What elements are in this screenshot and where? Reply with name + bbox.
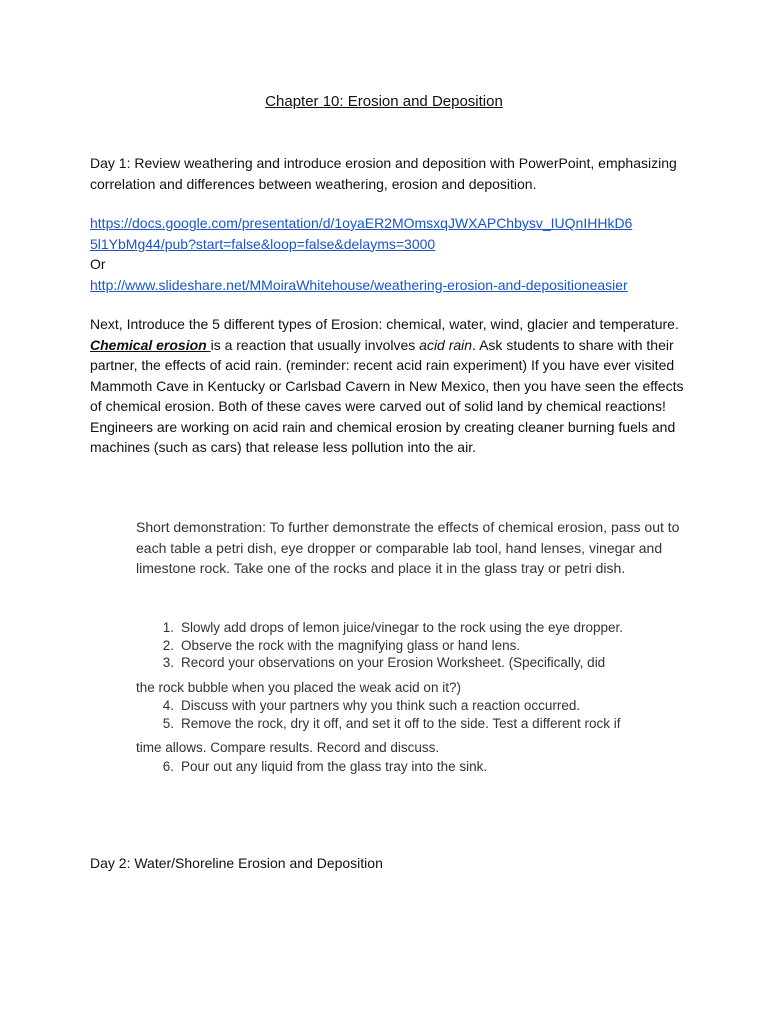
- day1-intro: Day 1: Review weathering and introduce erosion and deposition with PowerPoint, emphasizing correlation and differences between weathering, erosion and deposition.: [90, 155, 677, 192]
- step-continuation: the rock bubble when you placed the weak acid on it?): [136, 680, 461, 695]
- step-text: Remove the rock, dry it off, and set it off to the side. Test a different rock if: [181, 716, 621, 731]
- next-text: Next, Introduce the 5 different types of Erosion: chemical, water, wind, glacier and temperature.: [90, 316, 679, 332]
- or-text: Or: [90, 256, 106, 272]
- presentation-link-line1[interactable]: https://docs.google.com/presentation/d/1oyaER2MOmsxqJWXAPChbysv_IUQnIHHkD6: [90, 215, 633, 231]
- step-text: Discuss with your partners why you think such a reaction occurred.: [181, 698, 581, 713]
- step-number: 5.: [162, 716, 174, 731]
- step-number: 6.: [162, 759, 174, 774]
- step-number: 4.: [162, 698, 174, 713]
- step-number: 1.: [162, 620, 174, 635]
- chemical-erosion-term: Chemical erosion: [90, 336, 211, 353]
- chemical-erosion-text-a: is a reaction that usually involves: [210, 336, 420, 353]
- page-title: Chapter 10: Erosion and Deposition: [265, 93, 503, 110]
- step-text: Observe the rock with the magnifying glass or hand lens.: [181, 638, 521, 653]
- step-text: Record your observations on your Erosion Worksheet. (Specifically, did: [181, 655, 606, 670]
- slideshare-link[interactable]: http://www.slideshare.net/MMoiraWhitehouse/weathering-erosion-and-depositioneasier: [90, 276, 628, 293]
- presentation-link-line2[interactable]: 5l1YbMg44/pub?start=false&loop=false&delayms=3000: [90, 235, 436, 252]
- step-text: Pour out any liquid from the glass tray into the sink.: [181, 759, 488, 774]
- step-number: 3.: [162, 655, 174, 670]
- demonstration-paragraph: Short demonstration: To further demonstrate the effects of chemical erosion, pass out to each table a petri dish, eye dropper or comparable lab tool, hand lenses, vinegar and limestone rock. Take one of the rocks and place it in the glass tray or petri dish.: [136, 519, 680, 576]
- erosion-types-paragraph: [90, 314, 690, 458]
- step-number: 2.: [162, 638, 174, 653]
- chemical-erosion-text-b: . Ask students to share with their partner, the effects of acid rain. (reminder: recent acid rain experiment) If you have ever visited Mammoth Cave in Kentucky or Carlsbad Cavern in New Mexico, then you have seen the effects of chemical erosion. Both of these caves were carved out of solid land by chemical reactions! Engineers are working on acid rain and chemical erosion by creating cleaner burning fuels and machines (such as cars) that release less pollution into the air.: [90, 336, 684, 455]
- step-text: Slowly add drops of lemon juice/vinegar to the rock using the eye dropper.: [181, 620, 624, 635]
- step-continuation: time allows. Compare results. Record and discuss.: [136, 740, 440, 755]
- links-block: [90, 213, 690, 295]
- day2-heading: Day 2: Water/Shoreline Erosion and Deposition: [90, 855, 383, 871]
- acid-rain-term: acid rain: [419, 336, 473, 353]
